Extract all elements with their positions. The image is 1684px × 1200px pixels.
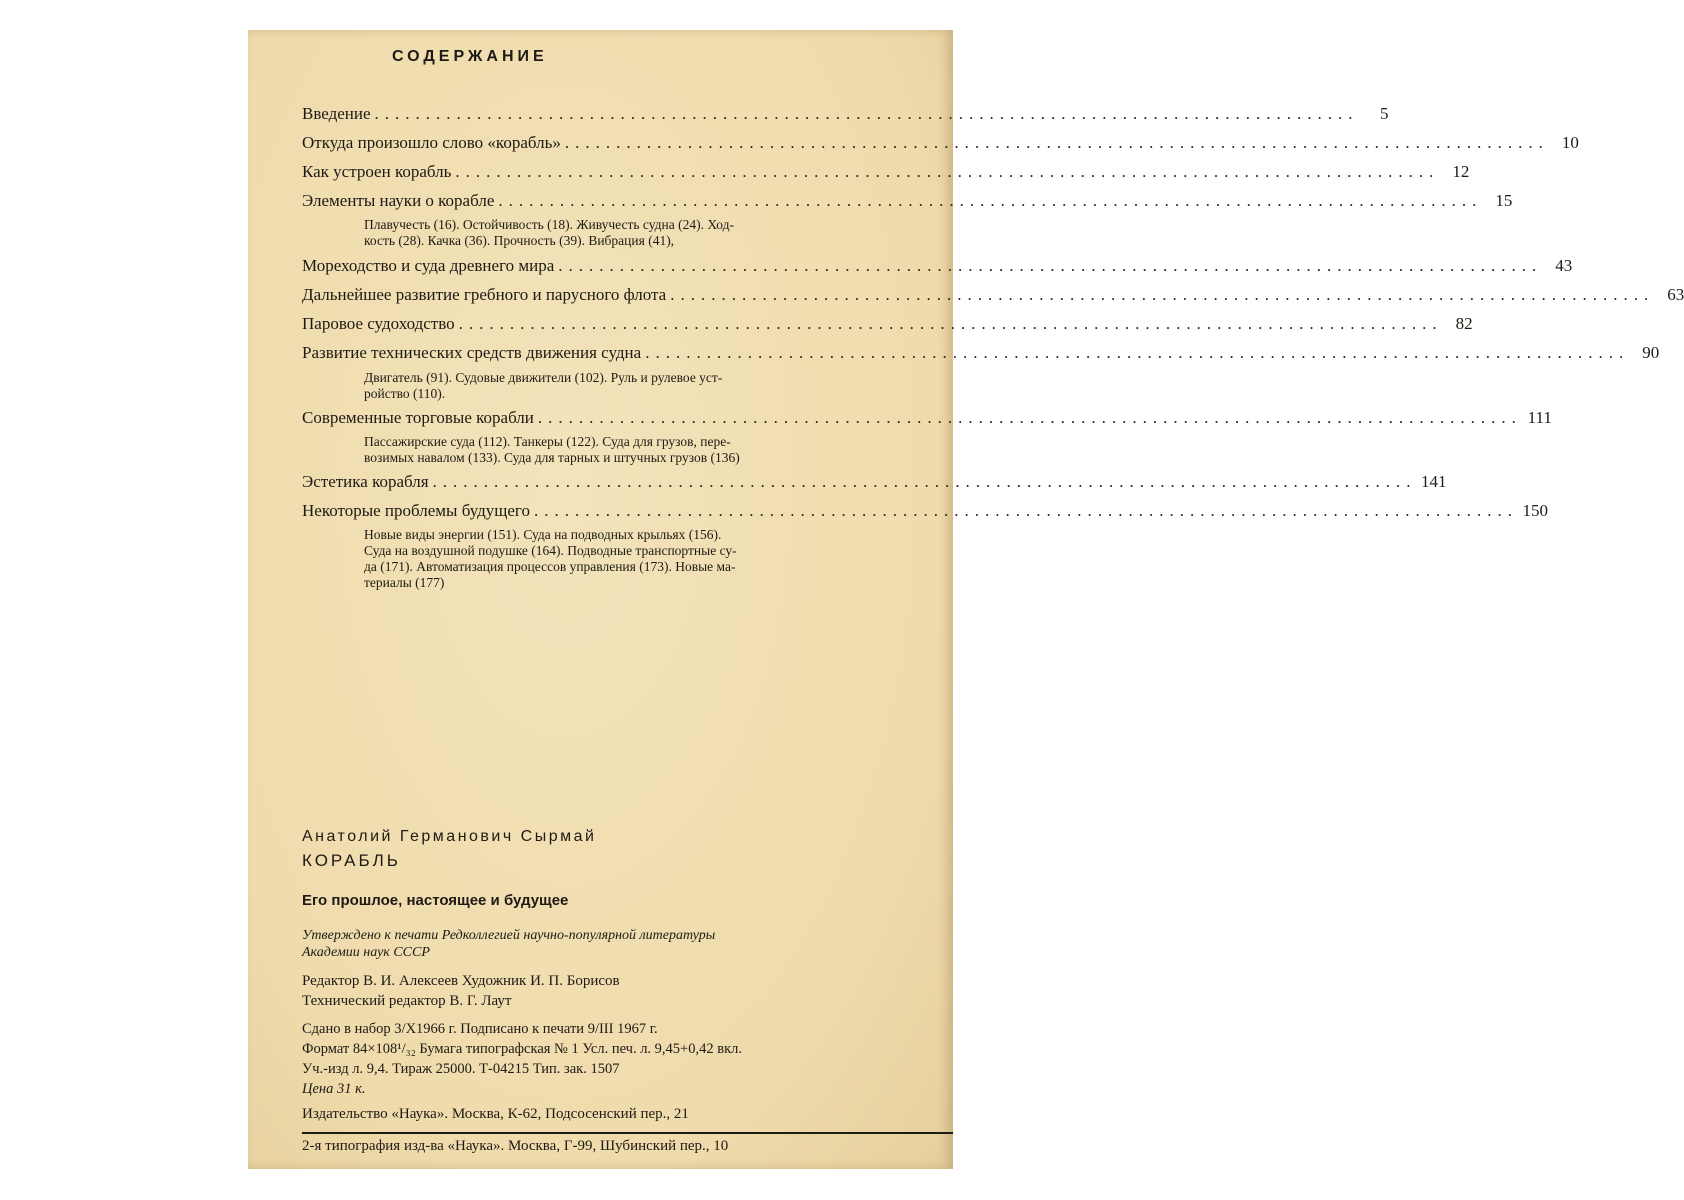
toc-entry-page: 63 xyxy=(1667,285,1684,304)
editor-line: Технический редактор В. Г. Лаут xyxy=(302,993,512,1009)
toc-subtopics xyxy=(364,434,894,466)
toc-subtopic-line: ройство (110). xyxy=(364,386,446,401)
toc-subtopic-line: териалы (177) xyxy=(364,575,445,590)
toc-entry-title: Элементы науки о корабле xyxy=(302,191,495,210)
toc-leader-dots: ................................................................................................ xyxy=(537,408,1522,427)
toc-entry-title: Введение xyxy=(302,104,371,123)
toc-entry xyxy=(302,162,1470,186)
toc-entry xyxy=(302,408,1552,432)
book-subtitle: Его прошлое, настоящее и будущее xyxy=(302,892,569,909)
toc-subtopic-line: Новые виды энергии (151). Суда на подводных крыльях (156). xyxy=(364,527,722,542)
toc-leader-dots: ................................................................................................ xyxy=(458,314,1443,333)
toc-entry-page: 12 xyxy=(1452,162,1470,181)
toc-entry-page: 43 xyxy=(1555,256,1573,275)
toc-subtopic-line: Пассажирские суда (112). Танкеры (122). Суда для грузов, пере- xyxy=(364,434,731,449)
toc-entry xyxy=(302,314,1473,338)
toc-leader-dots: ................................................................................................ xyxy=(455,162,1440,181)
author-name: Анатолий Германович Сырмай xyxy=(302,828,597,845)
toc-entry xyxy=(302,191,1513,215)
toc-entry-title: Эстетика корабля xyxy=(302,472,429,491)
toc-leader-dots: ................................................................................................ xyxy=(558,256,1543,275)
toc-leader-dots: ................................................................................................ xyxy=(533,501,1518,520)
toc-leader-dots: ................................................................................................ xyxy=(374,104,1359,123)
toc-subtopics xyxy=(364,527,894,591)
approval-note xyxy=(302,927,715,961)
toc-entry-page: 5 xyxy=(1380,104,1389,123)
toc-entry-page: 111 xyxy=(1527,408,1552,427)
toc-subtopic-line: возимых навалом (133). Суда для тарных и штучных грузов (136) xyxy=(364,450,740,465)
toc-entry-title: Дальнейшее развитие гребного и парусного флота xyxy=(302,285,667,304)
book-title: КОРАБЛЬ xyxy=(302,851,401,870)
divider-rule xyxy=(302,1132,953,1134)
toc-entry-page: 150 xyxy=(1522,501,1548,520)
toc-subtopics xyxy=(364,217,894,249)
toc-subtopic-line: Двигатель (91). Судовые движители (102). Руль и рулевое уст- xyxy=(364,370,723,385)
toc-entry xyxy=(302,285,1684,309)
toc-entry-page: 82 xyxy=(1455,314,1473,333)
print-info-line: Формат 84×108¹/₃₂ Бумага типографская № 1 Усл. печ. л. 9,45+0,42 вкл. xyxy=(302,1041,742,1057)
toc-entry xyxy=(302,343,1660,367)
toc-entry-page: 10 xyxy=(1561,133,1579,152)
price-line: Цена 31 к. xyxy=(302,1081,366,1097)
toc-entry-title: Некоторые проблемы будущего xyxy=(302,501,530,520)
toc-leader-dots: ................................................................................................ xyxy=(432,472,1417,491)
toc-heading: СОДЕРЖАНИЕ xyxy=(392,48,548,65)
toc-leader-dots: ................................................................................................ xyxy=(645,343,1630,362)
toc-entry xyxy=(302,501,1548,525)
toc-entry xyxy=(302,104,1389,128)
toc-leader-dots: ................................................................................................ xyxy=(498,191,1483,210)
print-info-line: Уч.-изд л. 9,4. Тираж 25000. Т-04215 Тип. зак. 1507 xyxy=(302,1061,620,1077)
toc-subtopic-line: Суда на воздушной подушке (164). Подводные транспортные су- xyxy=(364,543,737,558)
toc-entry-title: Развитие технических средств движения судна xyxy=(302,343,642,362)
editor-line: Редактор В. И. Алексеев Художник И. П. Борисов xyxy=(302,973,620,989)
toc-entry xyxy=(302,472,1447,496)
toc-entry-title: Мореходство и суда древнего мира xyxy=(302,256,555,275)
toc-entry xyxy=(302,133,1579,157)
toc-entry-title: Как устроен корабль xyxy=(302,162,452,181)
toc-subtopics xyxy=(364,370,894,402)
approval-line: Академии наук СССР xyxy=(302,945,430,960)
toc-subtopic-line: да (171). Автоматизация процессов управления (173). Новые ма- xyxy=(364,559,736,574)
toc-entry-page: 141 xyxy=(1421,472,1447,491)
printer-line: 2-я типография изд-ва «Наука». Москва, Г-99, Шубинский пер., 10 xyxy=(302,1138,729,1154)
publisher-line: Издательство «Наука». Москва, К-62, Подсосенский пер., 21 xyxy=(302,1106,689,1122)
toc-leader-dots: ................................................................................................ xyxy=(564,133,1549,152)
print-info-block xyxy=(302,1019,742,1099)
toc-entry-page: 15 xyxy=(1495,191,1513,210)
toc-subtopic-line: кость (28). Качка (36). Прочность (39). Вибрация (41), xyxy=(364,233,675,248)
toc-subtopic-line: Плавучесть (16). Остойчивость (18). Живучесть судна (24). Ход- xyxy=(364,217,734,232)
toc-entry-title: Откуда произошло слово «корабль» xyxy=(302,133,561,152)
editors-block xyxy=(302,971,620,1011)
toc-entry-title: Паровое судоходство xyxy=(302,314,455,333)
toc-entry-title: Современные торговые корабли xyxy=(302,408,534,427)
toc-entry-page: 90 xyxy=(1642,343,1660,362)
toc-entry xyxy=(302,256,1573,280)
book-page xyxy=(248,30,1684,1169)
print-info-line: Сдано в набор 3/X1966 г. Подписано к печати 9/III 1967 г. xyxy=(302,1021,658,1037)
approval-line: Утверждено к печати Редколлегией научно-популярной литературы xyxy=(302,928,716,943)
toc-leader-dots: ................................................................................................ xyxy=(670,285,1655,304)
